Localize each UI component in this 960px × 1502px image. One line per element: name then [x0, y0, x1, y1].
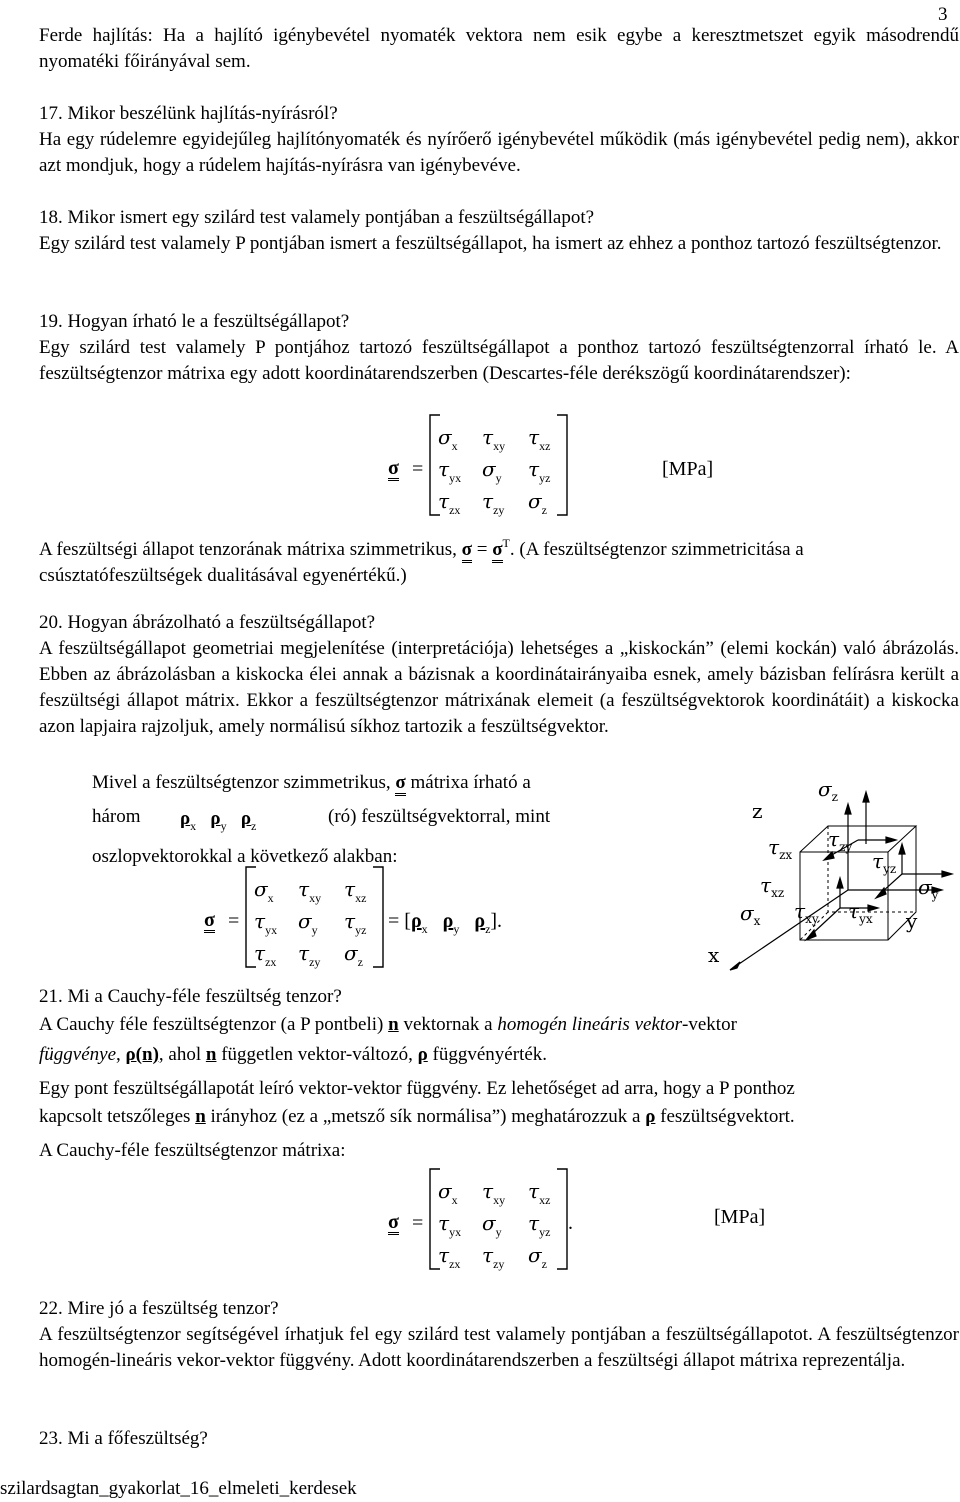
- equals-sign: =: [412, 458, 424, 480]
- equals-sign: =: [412, 1212, 424, 1234]
- y-axis-label: y: [906, 909, 918, 933]
- answer-18: [39, 231, 959, 257]
- sigma-bold-symbol: σ: [388, 457, 399, 479]
- label-tau-yx: $\tau_{yx}$: [848, 899, 873, 926]
- mivel-line: Mivel a feszültségtenzor szimmetrikus, σ mátrixa írható a: [92, 770, 640, 796]
- label-tau-yz: $\tau_{yz}$: [872, 849, 897, 876]
- right-bracket: [371, 866, 385, 968]
- rho-row-vector: = [$\rho_x$ $\rho_y$ $\rho_z$].: [388, 910, 503, 936]
- cell-tau-zy: $\tau_{zy}$: [298, 941, 321, 969]
- symmetry-text-a: A feszültségi állapot tenzorának mátrixa szimmetrikus,: [39, 539, 462, 560]
- x-axis-label: x: [708, 943, 720, 967]
- cell-tau-zx: $\tau_{zx}$: [438, 1243, 461, 1271]
- answer-18-part-b: pontjában ismert a feszültségállapot, ha ismert az ehhez a ponthoz tartozó feszültségtenzor.: [245, 233, 942, 254]
- cell-tau-xy: $\tau_{xy}$: [298, 877, 322, 905]
- cell-tau-xy: $\tau_{xy}$: [482, 1179, 506, 1207]
- answer-17: Ha egy rúdelemre egyidejűleg hajlítónyomaték és nyírőerő igénybevétel működik (más igénybevétel pedig nem), akkor azt mondjuk, hogy a rúdelem hajítás-nyírásra van igénybevéve.: [39, 129, 959, 176]
- label-tau-xz: $\tau_{xz}$: [760, 873, 785, 900]
- cell-tau-yz: $\tau_{yz}$: [528, 1211, 551, 1239]
- unit-mpa: [MPa]: [714, 1206, 766, 1228]
- answer-22: A feszültségtenzor segítségével írhatjuk fel egy szilárd test valamely pontjában a feszültségállapotot. A feszültségtenzor homogén-lineáris vekor-vektor függvény. Adott koordinátarendszerben a feszültségi állapot mátrixa reprezentálja.: [39, 1324, 959, 1371]
- sigma-bold-symbol: σ: [388, 1211, 399, 1233]
- answer-21-line-1: A Cauchy féle feszültségtenzor (a P pontbeli) n vektornak a homogén lineáris vektor-vektor: [39, 1014, 737, 1035]
- cell-tau-yx: $\tau_{yx}$: [438, 457, 462, 485]
- equals-sign: =: [476, 539, 488, 560]
- matrix-period: .: [568, 1212, 573, 1234]
- sigma-bold-rhs: σ: [492, 540, 502, 563]
- symmetry-text-b: . (A feszültségtenzor szimmetricitása a csúsztatófeszültségek dualitásával egyenértékű.): [39, 539, 804, 586]
- harom-label: három: [92, 806, 141, 827]
- label-sigma-z: $\sigma_z$: [818, 777, 838, 804]
- cell-sigma-y: $\sigma_y$: [482, 1211, 502, 1239]
- cell-sigma-y: $\sigma_y$: [298, 909, 318, 937]
- sigma-bold-inline: σ: [395, 773, 405, 796]
- answer-21-line-4: kapcsolt tetszőleges n irányhoz (ez a „metsző sík normálisa”) meghatározzuk a ρ feszültségvektort.: [39, 1106, 795, 1127]
- cell-sigma-x: $\sigma_x$: [438, 425, 458, 453]
- label-tau-xy: $\tau_{xy}$: [794, 899, 819, 926]
- z-axis-label: z: [752, 799, 763, 823]
- transpose-T: T: [502, 536, 510, 550]
- cell-tau-zy: $\tau_{zy}$: [482, 1243, 505, 1271]
- ro-text: (ró) feszültségvektorral, mint: [328, 806, 551, 827]
- cell-sigma-x: $\sigma_x$: [254, 877, 274, 905]
- question-22: 22. Mire jó a feszültség tenzor?: [39, 1298, 279, 1319]
- stress-cube-diagram: [700, 770, 960, 980]
- answer-21-line-3: Egy pont feszültségállapotát leíró vektor-vektor függvény. Ez lehetőséget ad arra, hogy a P ponthoz: [39, 1078, 795, 1099]
- question-18: 18. Mikor ismert egy szilárd test valamely pontjában a feszültségállapot?: [39, 207, 595, 228]
- answer-21-line-2: függvénye, ρ(n), ahol n független vektor-változó, ρ függvényérték.: [39, 1044, 548, 1065]
- equals-sign: =: [228, 910, 240, 932]
- label-tau-zx: $\tau_{zx}$: [768, 835, 793, 862]
- page-number: 3: [938, 4, 948, 25]
- cell-tau-xz: $\tau_{xz}$: [344, 877, 367, 905]
- sigma-bold-symbol: σ: [204, 909, 215, 931]
- cauchy-matrix-intro: A Cauchy-féle feszültségtenzor mátrixa:: [39, 1140, 346, 1161]
- cell-sigma-z: $\sigma_z$: [344, 941, 363, 969]
- question-21: 21. Mi a Cauchy-féle feszültség tenzor?: [39, 986, 342, 1007]
- cell-tau-yz: $\tau_{yz}$: [344, 909, 367, 937]
- question-17: 17. Mikor beszélünk hajlítás-nyírásról?: [39, 103, 338, 124]
- label-tau-zy: $\tau_{zy}$: [828, 827, 853, 854]
- cell-sigma-x: $\sigma_x$: [438, 1179, 458, 1207]
- cell-tau-zx: $\tau_{zx}$: [438, 489, 461, 517]
- cell-tau-xy: $\tau_{xy}$: [482, 425, 506, 453]
- answer-18-part-a: Egy szilárd test valamely: [39, 233, 236, 254]
- cell-tau-zy: $\tau_{zy}$: [482, 489, 505, 517]
- point-P: P: [235, 233, 246, 254]
- answer-20: A feszültségállapot geometriai megjelenítése (interpretációja) lehetséges a „kiskockán” (elemi kockán) való ábrázolás. Ebben az ábrázolásban a kiskocka élei annak a bázisnak a koordinátairányaiba esnek, amely bázisban felírásra került a feszültségi állapot mátrix. Ekkor a feszültségtenzor mátrixának elemeit (a feszültségvektorok koordinátáit) a kiskocka azon lapjaira rajzoljuk, amely normálisú síkhoz tartozik a feszültségvektor.: [39, 638, 959, 737]
- intro-paragraph: Ferde hajlítás: Ha a hajlító igénybevétel nyomaték vektora nem esik egybe a keresztmetszet egyik másodrendű nyomatéki főirányával sem.: [39, 25, 959, 72]
- rho-vectors-inline: $\rho_x$ $\rho_y$ $\rho_z$: [180, 808, 257, 833]
- right-bracket: [555, 414, 569, 516]
- cell-tau-yx: $\tau_{yx}$: [438, 1211, 462, 1239]
- sigma-bold-lhs: σ: [462, 540, 472, 563]
- cell-tau-zx: $\tau_{zx}$: [254, 941, 277, 969]
- question-20: 20. Hogyan ábrázolható a feszültségállapot?: [39, 612, 376, 633]
- cell-sigma-z: $\sigma_z$: [528, 489, 547, 517]
- label-sigma-y: $\sigma_y$: [918, 875, 939, 902]
- footer-filename: szilardsagtan_gyakorlat_16_elmeleti_kerdesek: [0, 1478, 357, 1499]
- question-23: 23. Mi a főfeszültség?: [39, 1428, 208, 1449]
- cube-top-face: [800, 826, 916, 852]
- answer-19: Egy szilárd test valamely P pontjához tartozó feszültségállapot a ponthoz tartozó feszültségtenzorral írható le. A feszültségtenzor mátrixa egy adott koordinátarendszerben (Descartes-féle derékszögű koordinátarendszer):: [39, 337, 959, 384]
- cell-tau-yx: $\tau_{yx}$: [254, 909, 278, 937]
- cell-tau-xz: $\tau_{xz}$: [528, 1179, 551, 1207]
- unit-mpa: [MPa]: [662, 458, 714, 480]
- cell-tau-yz: $\tau_{yz}$: [528, 457, 551, 485]
- symmetry-statement: [39, 530, 959, 589]
- oszlop-line: oszlopvektorokkal a következő alakban:: [92, 846, 398, 867]
- right-bracket: [555, 1168, 569, 1270]
- question-19: 19. Hogyan írható le a feszültségállapot?: [39, 311, 350, 332]
- cell-sigma-y: $\sigma_y$: [482, 457, 502, 485]
- label-sigma-x: $\sigma_x$: [740, 901, 761, 928]
- cell-tau-xz: $\tau_{xz}$: [528, 425, 551, 453]
- cell-sigma-z: $\sigma_z$: [528, 1243, 547, 1271]
